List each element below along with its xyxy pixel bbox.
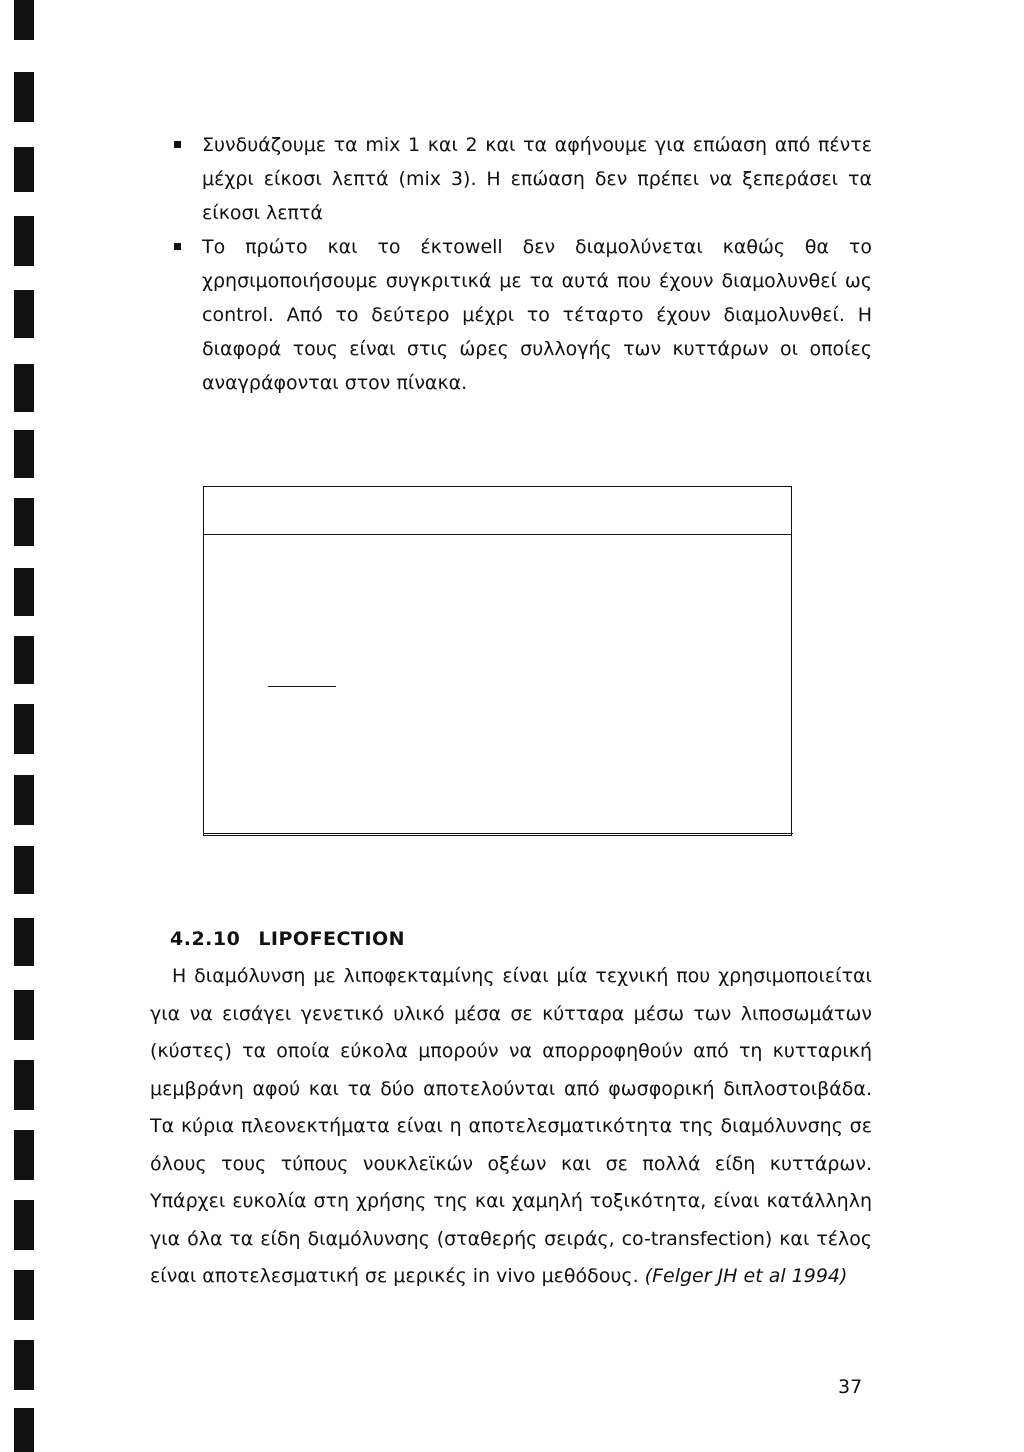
binding-mark (14, 72, 34, 122)
binding-mark (14, 1130, 34, 1180)
section-heading (170, 928, 405, 950)
table-frame (203, 486, 792, 836)
citation: (Felger JH et al 1994) (644, 1265, 848, 1287)
body-paragraph (150, 958, 872, 1296)
binding-mark (14, 147, 34, 192)
bullet-item (150, 128, 872, 230)
binding-mark (14, 498, 34, 546)
table-rule (268, 686, 336, 687)
bullet-item (150, 230, 872, 400)
binding-mark (14, 1200, 34, 1250)
table-rule (284, 534, 336, 535)
bullet-icon (174, 243, 181, 250)
binding-mark (14, 990, 34, 1040)
paragraph-text: Η διαμόλυνση με λιποφεκταμίνης είναι μία τεχνική που χρησιμοποιείται για να εισάγει γενετικό υλικό μέσα σε κύτταρα μέσω των λιποσωμάτων (κύστες) τα οποία εύκολα μπορούν να απορροφηθούν από τη κυτταρική μεμβράνη αφού και τα δύο αποτελούνται από φωσφορική διπλοστοιβάδα. Τα κύρια πλεονεκτήματα είναι η αποτελεσματικότητα της διαμόλυνσης σε όλους τους τύπους νουκλεϊκών οξέων και σε πολλά είδη κυττάρων. Υπάρχει ευκολία στη χρήσης της και χαμηλή τοξικότητα, είναι κατάλληλη για όλα τα είδη διαμόλυνσης (σταθερής σειράς, co-transfection) και τέλος είναι αποτελεσματική σε μερικές in vivo μεθόδους. (150, 965, 872, 1287)
binding-mark (14, 918, 34, 966)
binding-mark (14, 846, 34, 894)
binding-mark (14, 430, 34, 478)
binding-mark (14, 1408, 34, 1452)
section-number: 4.2.10 (170, 928, 241, 950)
binding-mark (14, 636, 34, 684)
binding-mark (14, 0, 34, 40)
binding-mark (14, 290, 34, 338)
bullet-text: Συνδυάζουμε τα mix 1 και 2 και τα αφήνουμε για επώαση από πέντε μέχρι είκοσι λεπτά (mix 3). Η επώαση δεν πρέπει να ξεπεράσει τα είκοσι λεπτά (202, 134, 872, 224)
binding-mark (14, 1340, 34, 1390)
binding-mark (14, 1270, 34, 1320)
binding-mark (14, 775, 34, 825)
binding-mark (14, 216, 34, 266)
section-title: LIPOFECTION (258, 928, 406, 950)
bullet-icon (174, 141, 181, 148)
page-number: 37 (838, 1376, 863, 1398)
bullet-text: Το πρώτο και το έκτοwell δεν διαμολύνεται καθώς θα το χρησιμοποιήσουμε συγκριτικά με τα αυτά που έχουν διαμολυνθεί ως control. Από το δεύτερο μέχρι το τέταρτο έχουν διαμολυνθεί. Η διαφορά τους είναι στις ώρες συλλογής των κυττάρων οι οποίες αναγράφονται στον πίνακα. (202, 236, 872, 394)
binding-mark (14, 568, 34, 616)
table-rule (204, 833, 793, 834)
binding-mark (14, 1060, 34, 1110)
binding-mark (14, 364, 34, 412)
binding-marks (0, 0, 60, 1452)
binding-mark (14, 704, 34, 754)
